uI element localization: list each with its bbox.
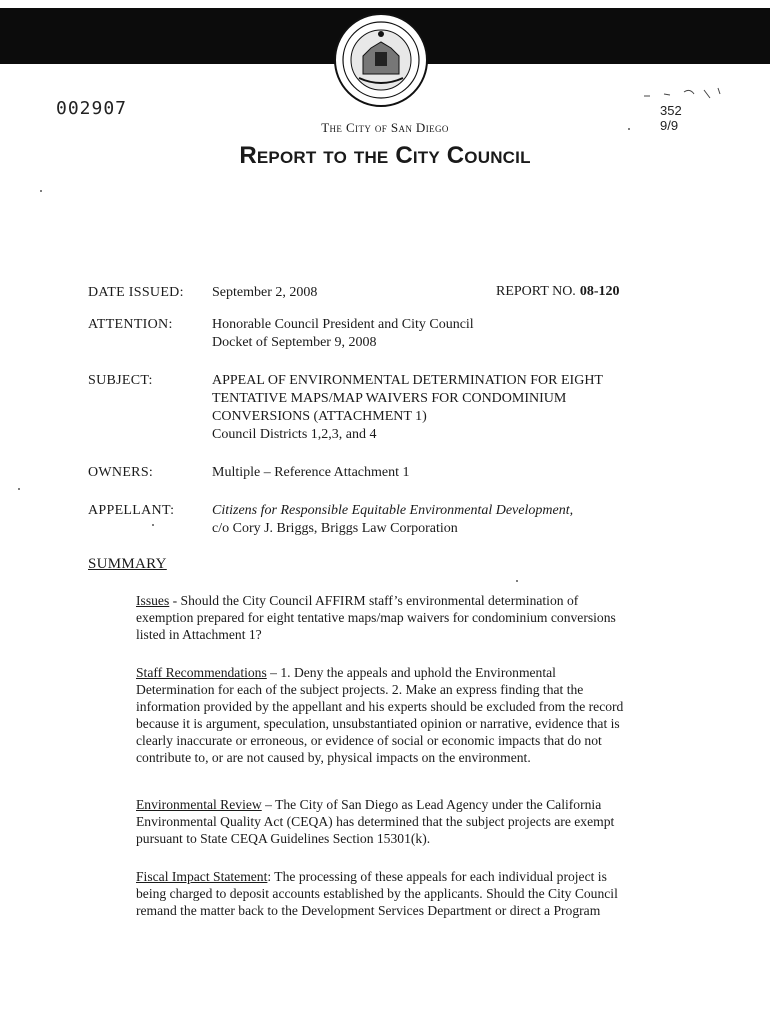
- attention-line: Docket of September 9, 2008: [212, 335, 377, 350]
- attention-line: Honorable Council President and City Council: [212, 317, 474, 332]
- scan-speck: [18, 488, 20, 490]
- issues-paragraph: [136, 592, 681, 643]
- paragraph-line: : The processing of these appeals for each individual project is: [267, 869, 607, 884]
- appellant-label: APPELLANT:: [88, 503, 175, 518]
- scan-speck: [628, 128, 630, 130]
- handwritten-annotation-line: 352: [660, 103, 682, 118]
- report-number-label: REPORT NO.: [496, 284, 576, 299]
- environmental-review-label: Environmental Review: [136, 797, 262, 812]
- paragraph-line: Determination for each of the subject projects. 2. Make an express finding that the: [136, 682, 584, 697]
- paragraph-line: being charged to deposit accounts established by the applicants. Should the City Council: [136, 886, 618, 901]
- subject-label: SUBJECT:: [88, 373, 153, 388]
- attention-label: ATTENTION:: [88, 317, 173, 332]
- subject-line: TENTATIVE MAPS/MAP WAIVERS FOR CONDOMINIUM: [212, 391, 567, 406]
- paragraph-line: because it is argument, speculation, unsubstantiated opinion or narrative, evidence that is: [136, 716, 620, 731]
- date-issued-label: DATE ISSUED:: [88, 285, 184, 300]
- subject-line: CONVERSIONS (ATTACHMENT 1): [212, 409, 427, 424]
- paragraph-line: Environmental Quality Act (CEQA) has determined that the subject projects are exempt: [136, 814, 615, 829]
- paragraph-line: – 1. Deny the appeals and uphold the Environmental: [266, 665, 556, 680]
- handwritten-annotation-line: 9/9: [660, 118, 679, 133]
- paragraph-line: listed in Attachment 1?: [136, 627, 262, 642]
- city-seal-icon: [333, 12, 429, 108]
- summary-heading: SUMMARY: [88, 556, 167, 572]
- paragraph-line: remand the matter back to the Development Services Department or direct a Program: [136, 903, 601, 918]
- paragraph-line: – The City of San Diego as Lead Agency under the California: [261, 797, 602, 812]
- organization-name: [0, 120, 770, 136]
- scan-speck: [152, 524, 154, 526]
- scan-speck: [516, 580, 518, 582]
- paragraph-line: clearly inaccurate or erroneous, or evidence of social or economic impacts that do not: [136, 733, 602, 748]
- environmental-review-paragraph: [136, 796, 681, 847]
- scan-speck: [40, 190, 42, 192]
- paragraph-line: exemption prepared for eight tentative maps/map waivers for condominium conversions: [136, 610, 616, 625]
- owners-label: OWNERS:: [88, 465, 154, 480]
- paragraph-line: pursuant to State CEQA Guidelines Section 15301(k).: [136, 831, 431, 846]
- report-number: [496, 284, 619, 300]
- report-title: Report to the City Council: [239, 142, 531, 169]
- handwritten-scribble-icon: [640, 84, 760, 108]
- paragraph-line: information provided by the appellant and his experts should be excluded from the record: [136, 699, 624, 714]
- issues-label: Issues: [136, 593, 170, 608]
- fiscal-impact-label: Fiscal Impact Statement: [136, 869, 268, 884]
- appellant-line: Citizens for Responsible Equitable Environmental Development,: [212, 503, 574, 518]
- paragraph-line: contribute to, or are not caused by, physical impacts on the environment.: [136, 750, 531, 765]
- fiscal-impact-paragraph: [136, 868, 681, 919]
- report-number-value: 08-120: [579, 284, 620, 299]
- staff-recommendations-label: Staff Recommendations: [136, 665, 267, 680]
- paragraph-line: - Should the City Council AFFIRM staff’s environmental determination of: [169, 593, 579, 608]
- date-issued-value: September 2, 2008: [212, 285, 318, 300]
- subject-line: Council Districts 1,2,3, and 4: [212, 427, 377, 442]
- staff-recommendations-paragraph: [136, 664, 681, 766]
- subject-line: APPEAL OF ENVIRONMENTAL DETERMINATION FOR EIGHT: [212, 373, 603, 388]
- document-stamp-number: 002907: [56, 98, 128, 119]
- organization-name-text: The City of San Diego: [321, 120, 449, 135]
- owners-value: Multiple – Reference Attachment 1: [212, 465, 410, 480]
- appellant-line: c/o Cory J. Briggs, Briggs Law Corporation: [212, 521, 458, 536]
